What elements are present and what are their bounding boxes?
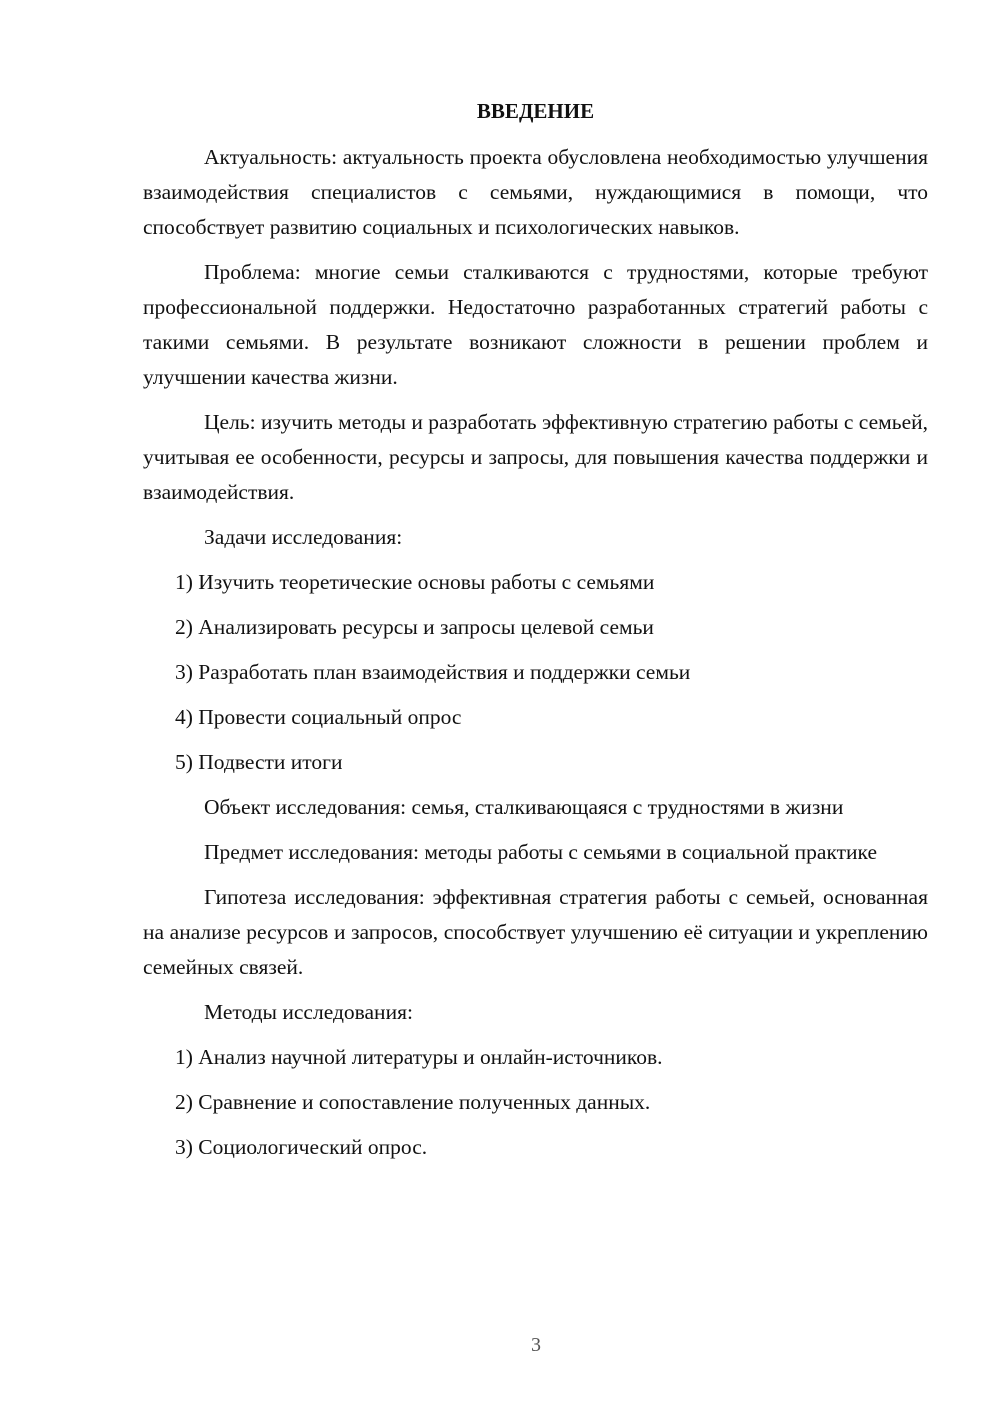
task-item: 3) Разработать план взаимодействия и поддержки семьи [175,660,691,684]
method-item: 1) Анализ научной литературы и онлайн-источников. [175,1045,663,1069]
page-title: ВВЕДЕНИЕ [476,99,595,123]
page-number: 3 [531,1334,541,1356]
methods-list [143,1040,928,1165]
tasks-heading: Задачи исследования: [204,525,403,549]
problem-paragraph: Проблема: многие семьи сталкиваются с трудностями, которые требуют профессиональной поддержки. Недостаточно разработанных стратегий работы с такими семьями. В результате возникают сложности в решении проблем и улучшении качества жизни. [143,260,928,389]
methods-heading: Методы исследования: [204,1000,413,1024]
subject-paragraph: Предмет исследования: методы работы с семьями в социальной практике [204,840,877,864]
task-item: 1) Изучить теоретические основы работы с семьями [175,570,655,594]
task-item: 2) Анализировать ресурсы и запросы целевой семьи [175,615,654,639]
goal-paragraph: Цель: изучить методы и разработать эффективную стратегию работы с семьей, учитывая ее особенности, ресурсы и запросы, для повышения качества поддержки и взаимодействия. [143,410,928,504]
hypothesis-paragraph: Гипотеза исследования: эффективная стратегия работы с семьей, основанная на анализе ресурсов и запросов, способствует улучшению её ситуации и укреплению семейных связей. [143,885,928,979]
object-paragraph: Объект исследования: семья, сталкивающаяся с трудностями в жизни [204,795,844,819]
method-item: 2) Сравнение и сопоставление полученных данных. [175,1090,651,1114]
tasks-list [143,565,928,780]
method-item: 3) Социологический опрос. [175,1135,428,1159]
task-item: 4) Провести социальный опрос [175,705,462,729]
document-page [143,96,928,1175]
relevance-paragraph: Актуальность: актуальность проекта обусловлена необходимостью улучшения взаимодействия специалистов с семьями, нуждающимися в помощи, что способствует развитию социальных и психологических навыков. [143,145,928,239]
task-item: 5) Подвести итоги [175,750,343,774]
